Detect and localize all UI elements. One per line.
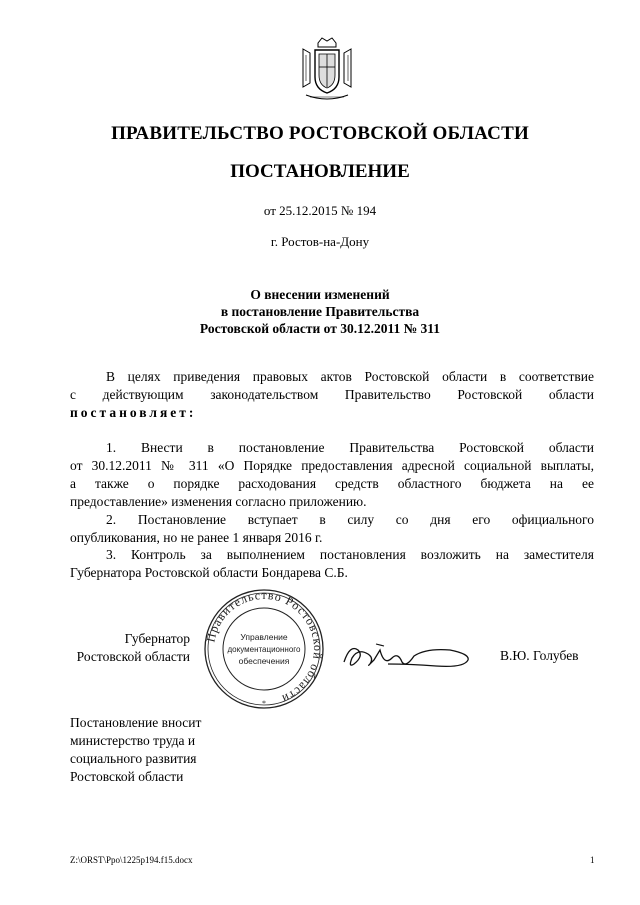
signatory-title-line: Ростовской области xyxy=(76,649,190,664)
paragraph-line: В целях приведения правовых актов Ростовской области в соответствие xyxy=(106,369,594,384)
paragraph-line: от 30.12.2011 № 311 «О Порядке предоставления адресной социальной выплаты, xyxy=(70,458,594,473)
note-line: социального развития xyxy=(70,751,197,766)
handwritten-signature xyxy=(340,636,475,676)
item-3-paragraph xyxy=(70,546,594,582)
submitting-ministry-note xyxy=(70,714,201,786)
stamp-inner-line: Управление xyxy=(240,632,288,642)
document-date-number: от 25.12.2015 № 194 xyxy=(263,203,377,218)
subject-line: в постановление Правительства xyxy=(220,304,420,319)
document-subject xyxy=(0,286,640,337)
document-city: г. Ростов-на-Дону xyxy=(270,234,370,249)
stamp-outer-text: Правительство Ростовской области xyxy=(203,588,325,707)
page-number: 1 xyxy=(590,855,595,865)
file-path: Z:\ORST\Ppo\1225p194.f15.docx xyxy=(70,855,193,865)
stamp-inner-line: обеспечения xyxy=(238,656,290,666)
paragraph-line: а также о порядке расходования средств областного бюджета на ее xyxy=(70,476,594,491)
note-line: Постановление вносит xyxy=(70,715,202,730)
resolves-keyword: постановляет: xyxy=(70,405,197,420)
svg-text:*: * xyxy=(262,699,266,708)
subject-line: Ростовской области от 30.12.2011 № 311 xyxy=(199,321,441,336)
signatory-name: В.Ю. Голубев xyxy=(500,648,579,663)
stamp-inner-line: документационного xyxy=(227,645,301,654)
coat-of-arms-icon xyxy=(298,37,356,103)
paragraph-line: 3. Контроль за выполнением постановления возложить на заместителя xyxy=(106,547,594,562)
paragraph-line: предоставление» изменения согласно приложению. xyxy=(70,494,367,509)
paragraph-line: 2. Постановление вступает в силу со дня его официального xyxy=(106,512,594,527)
organization-title: ПРАВИТЕЛЬСТВО РОСТОВСКОЙ ОБЛАСТИ xyxy=(111,123,529,144)
paragraph-line: с действующим законодательством Правительство Ростовской области xyxy=(70,387,594,402)
item-1-paragraph xyxy=(70,439,594,511)
item-2-paragraph xyxy=(70,511,594,547)
note-line: Ростовской области xyxy=(70,769,184,784)
signatory-title xyxy=(70,630,190,666)
paragraph-line: 1. Внести в постановление Правительства Ростовской области xyxy=(106,440,594,455)
preamble-paragraph xyxy=(70,368,594,422)
official-stamp xyxy=(203,588,325,710)
subject-line: О внесении изменений xyxy=(250,287,390,302)
paragraph-line: опубликования, но не ранее 1 января 2016 г. xyxy=(70,530,323,545)
signatory-title-line: Губернатор xyxy=(124,631,190,646)
document-type: ПОСТАНОВЛЕНИЕ xyxy=(230,161,410,182)
note-line: министерство труда и xyxy=(70,733,196,748)
paragraph-line: Губернатора Ростовской области Бондарева С.Б. xyxy=(70,565,348,580)
